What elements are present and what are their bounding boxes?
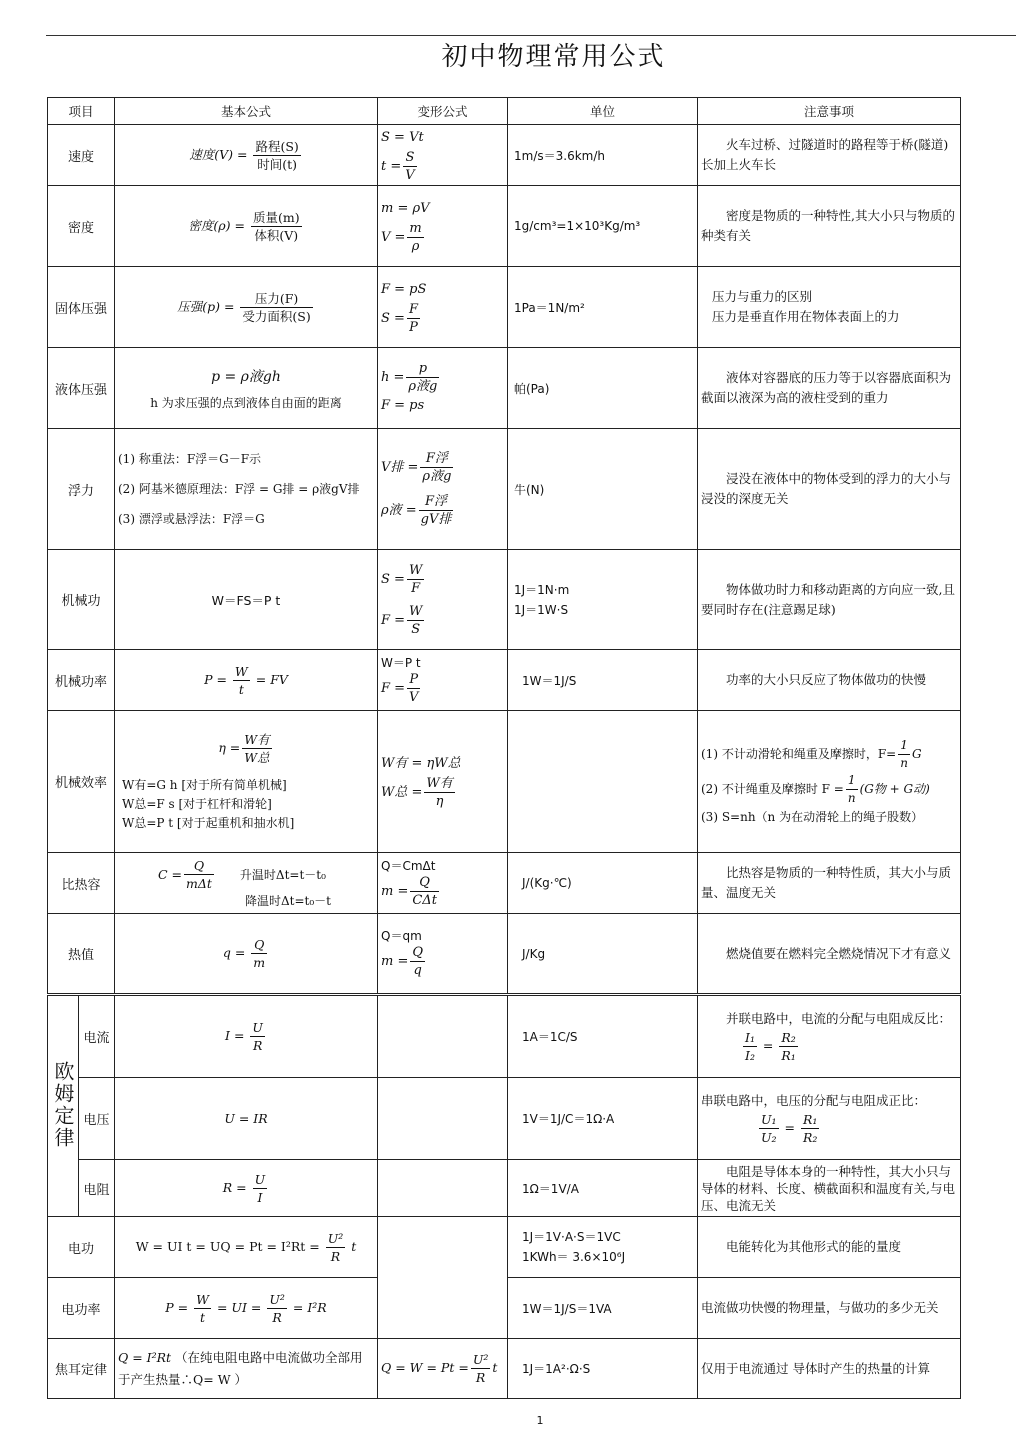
header-unit: 单位 — [508, 98, 698, 125]
header-row — [48, 98, 961, 125]
derived-formula-current — [378, 996, 508, 1078]
basic-formula-liquid-pressure: p = ρ液gh h 为求压强的点到液体自由面的距离 — [115, 348, 378, 429]
note-calorific: 燃烧值要在燃料完全燃烧情况下才有意义 — [698, 914, 961, 994]
note-liquid-pressure: 液体对容器底的压力等于以容器底面积为截面以液深为高的液柱受到的重力 — [698, 348, 961, 429]
table-row — [48, 1339, 961, 1399]
derived-formula-solid-pressure: F = pS S = $\frac{F}{P}$ — [378, 267, 508, 348]
row-name-current: 电流 — [79, 996, 115, 1078]
table-row — [48, 186, 961, 267]
basic-formula-efficiency: η = $\frac{\text{W有}}{\text{W总}}$ W有=G h [对于所有简单机械] W总=F s [对于杠杆和滑轮] W总=P t [对于起重机和抽水机] — [115, 711, 378, 853]
row-name-resistance: 电阻 — [79, 1160, 115, 1217]
note-voltage: 串联电路中，电压的分配与电阻成正比： $\frac{\text{U₁}}{\text{U₂}}$ = $\frac{\text{R₁}}{\text{R₂}}$ — [698, 1078, 961, 1160]
basic-formula-work: W＝FS＝P t — [115, 550, 378, 650]
unit-speed: 1m/s＝3.6km/h — [508, 125, 698, 186]
basic-formula-joule-law: Q = I²Rt （在纯电阻电路中电流做功全部用于产生热量∴Q= W ） — [115, 1339, 378, 1399]
basic-formula-current: I = $\frac{U}{R}$ — [115, 996, 378, 1078]
note-specific-heat: 比热容是物质的一种特性质，其大小与质量、温度无关 — [698, 853, 961, 914]
derived-formula-speed: S = Vt t = $\frac{S}{V}$ — [378, 125, 508, 186]
table-row — [48, 1160, 961, 1217]
unit-specific-heat: J/(Kg·℃) — [508, 853, 698, 914]
header-basic: 基本公式 — [115, 98, 378, 125]
row-name-electric-work: 电功 — [48, 1217, 115, 1278]
basic-formula-specific-heat: C = $\frac{Q}{\text{mΔt}}$ 升温时Δt=t－t₀ 降温时Δt=t₀－t — [115, 853, 378, 914]
row-name-speed: 速度 — [48, 125, 115, 186]
unit-buoyancy: 牛(N) — [508, 429, 698, 550]
table-row — [48, 1217, 961, 1278]
note-speed: 火车过桥、过隧道时的路程等于桥(隧道)长加上火车长 — [698, 125, 961, 186]
derived-formula-resistance — [378, 1160, 508, 1217]
derived-formula-efficiency: W有 = ηW总 W总 = $\frac{\text{W有}}{\eta}$ — [378, 711, 508, 853]
unit-liquid-pressure: 帕(Pa) — [508, 348, 698, 429]
row-name-solid-pressure: 固体压强 — [48, 267, 115, 348]
basic-formula-buoyancy: (1) 称重法：F浮＝G－F示 (2) 阿基米德原理法：F浮 = G排 = ρ液gV排 (3) 漂浮或悬浮法：F浮＝G — [115, 429, 378, 550]
table-row — [48, 348, 961, 429]
row-name-calorific: 热值 — [48, 914, 115, 994]
table-row — [48, 711, 961, 853]
derived-formula-calorific: Q＝qm m = $\frac{Q}{q}$ — [378, 914, 508, 994]
basic-formula-solid-pressure: 压强(p) = $\frac{\text{压力(F)}}{\text{受力面积(S)}}$ — [115, 267, 378, 348]
unit-resistance: 1Ω＝1V/A — [508, 1160, 698, 1217]
note-resistance: 电阻是导体本身的一种特性，其大小只与导体的材料、长度、横截面积和温度有关,与电压、电流无关 — [698, 1160, 961, 1217]
note-solid-pressure: 压力与重力的区别 压力是垂直作用在物体表面上的力 — [698, 267, 961, 348]
unit-solid-pressure: 1Pa＝1N/m² — [508, 267, 698, 348]
row-name-joule-law: 焦耳定律 — [48, 1339, 115, 1399]
table-row — [48, 267, 961, 348]
derived-formula-voltage — [378, 1078, 508, 1160]
unit-calorific: J/Kg — [508, 914, 698, 994]
page-number: 1 — [536, 1414, 544, 1427]
ohm-table — [47, 995, 961, 1217]
derived-formula-joule-law: Q = W = Pt = $\frac{\text{U²}}{R}$ t — [378, 1339, 508, 1399]
header-derived: 变形公式 — [378, 98, 508, 125]
ohm-law-group: 欧姆定律 — [48, 996, 79, 1217]
unit-joule-law: 1J＝1A²·Ω·S — [508, 1339, 698, 1399]
electric-table — [47, 1216, 961, 1399]
derived-formula-buoyancy: V排 = $\frac{\text{F浮}}{\text{ρ液g}}$ ρ液 = $\frac{\text{F浮}}{\text{gV排}}$ — [378, 429, 508, 550]
derived-formula-liquid-pressure: h = $\frac{p}{\text{ρ液g}}$ F = ps — [378, 348, 508, 429]
header-item: 项目 — [48, 98, 115, 125]
unit-density: 1g/cm³=1×10³Kg/m³ — [508, 186, 698, 267]
row-name-buoyancy: 浮力 — [48, 429, 115, 550]
table-row — [48, 429, 961, 550]
note-electric-power: 电流做功快慢的物理量，与做功的多少无关 — [698, 1278, 961, 1339]
row-name-liquid-pressure: 液体压强 — [48, 348, 115, 429]
derived-formula-work: S = $\frac{W}{F}$ F = $\frac{W}{S}$ — [378, 550, 508, 650]
basic-formula-electric-work: W = UI t = UQ = Pt = I²Rt = $\frac{\text{U²}}{R}$ t — [115, 1217, 378, 1278]
note-electric-work: 电能转化为其他形式的能的量度 — [698, 1217, 961, 1278]
row-name-work: 机械功 — [48, 550, 115, 650]
note-work: 物体做功时力和移动距离的方向应一致,且要同时存在(注意踢足球) — [698, 550, 961, 650]
derived-formula-power: W＝P t F = $\frac{P}{V}$ — [378, 650, 508, 711]
unit-voltage: 1V＝1J/C＝1Ω·A — [508, 1078, 698, 1160]
basic-formula-resistance: R = $\frac{U}{I}$ — [115, 1160, 378, 1217]
note-density: 密度是物质的一种特性,其大小只与物质的种类有关 — [698, 186, 961, 267]
basic-formula-calorific: q = $\frac{Q}{m}$ — [115, 914, 378, 994]
unit-power: 1W＝1J/S — [508, 650, 698, 711]
unit-current: 1A＝1C/S — [508, 996, 698, 1078]
derived-formula-density: m = ρV V = $\frac{m}{\rho}$ — [378, 186, 508, 267]
formula-table — [47, 97, 961, 994]
table-row — [48, 853, 961, 914]
table-row — [48, 996, 961, 1078]
derived-formula-specific-heat: Q＝CmΔt m = $\frac{Q}{\text{CΔt}}$ — [378, 853, 508, 914]
basic-formula-speed: 速度(V) = $\frac{\text{路程(S)}}{\text{时间(t)}}$ — [115, 125, 378, 186]
row-name-voltage: 电压 — [79, 1078, 115, 1160]
unit-work: 1J＝1N·m 1J＝1W·S — [508, 550, 698, 650]
table-row — [48, 1078, 961, 1160]
basic-formula-voltage: U = IR — [115, 1078, 378, 1160]
row-name-efficiency: 机械效率 — [48, 711, 115, 853]
table-row — [48, 125, 961, 186]
row-name-electric-power: 电功率 — [48, 1278, 115, 1339]
table-row — [48, 914, 961, 994]
basic-formula-electric-power: P = $\frac{W}{t}$ = UI = $\frac{\text{U²}}{R}$ = I²R — [115, 1278, 378, 1339]
note-efficiency: (1) 不计动滑轮和绳重及摩擦时，F= $\frac{1}{n}$ G (2) 不计绳重及摩擦时 F = $\frac{1}{n}$ (G物 + G动) (3) S=nh（n 为在动滑轮上的绳子股数） — [698, 711, 961, 853]
unit-efficiency — [508, 711, 698, 853]
derived-formula-electric-work — [378, 1217, 508, 1339]
table-row — [48, 550, 961, 650]
row-name-density: 密度 — [48, 186, 115, 267]
row-name-specific-heat: 比热容 — [48, 853, 115, 914]
header-note: 注意事项 — [698, 98, 961, 125]
note-current: 并联电路中，电流的分配与电阻成反比： $\frac{\text{I₁}}{\text{I₂}}$ = $\frac{\text{R₂}}{\text{R₁}}$ — [698, 996, 961, 1078]
note-joule-law: 仅用于电流通过 导体时产生的热量的计算 — [698, 1339, 961, 1399]
row-name-power: 机械功率 — [48, 650, 115, 711]
unit-electric-power: 1W＝1J/S＝1VA — [508, 1278, 698, 1339]
note-power: 功率的大小只反应了物体做功的快慢 — [698, 650, 961, 711]
basic-formula-power: P = $\frac{W}{t}$ = FV — [115, 650, 378, 711]
page-title: 初中物理常用公式 — [441, 42, 666, 72]
table-row — [48, 650, 961, 711]
basic-formula-density: 密度(ρ) = $\frac{\text{质量(m)}}{\text{体积(V)}}$ — [115, 186, 378, 267]
unit-electric-work: 1J＝1V·A·S＝1VC 1KWh＝ 3.6×10⁶J — [508, 1217, 698, 1278]
note-buoyancy: 浸没在液体中的物体受到的浮力的大小与浸没的深度无关 — [698, 429, 961, 550]
